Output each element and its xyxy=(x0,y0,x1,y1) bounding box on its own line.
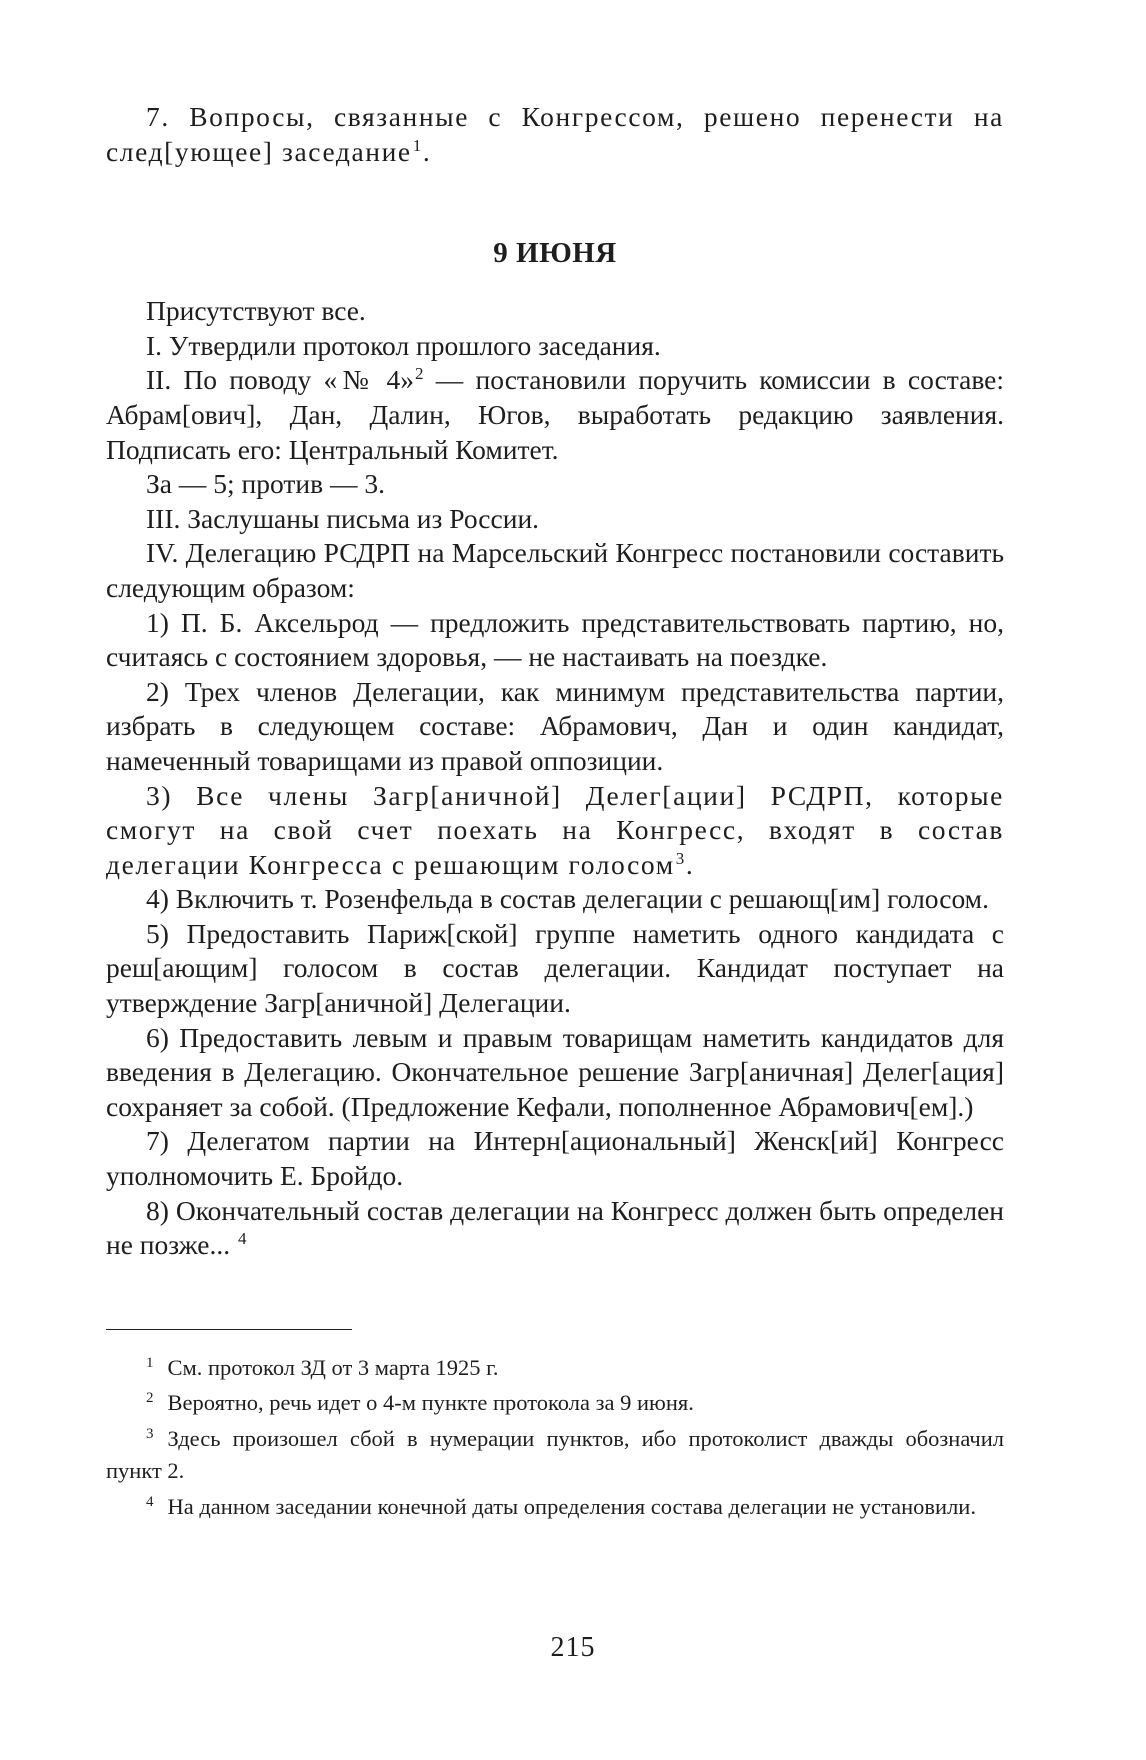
footnote-number: 4 xyxy=(146,1493,154,1510)
footnote-ref-2[interactable]: 2 xyxy=(415,364,424,384)
list-item-3-text: 3) Все члены Загр[аничной] Делег[ации] РСДРП, которые смогут на свой счет поехать на Конгресс, входят в состав делегации Конгресса с решающим голосом xyxy=(106,779,1004,880)
footnote-text: На данном заседании конечной даты определения состава делегации не установили. xyxy=(167,1493,976,1519)
footnote-text: Вероятно, речь идет о 4-м пункте протокола за 9 июня. xyxy=(167,1390,694,1416)
footnote-3 xyxy=(106,1423,1004,1488)
list-item-7: 7) Делегатом партии на Интерн[ациональный] Женск[ий] Конгресс уполномочить Е. Бройдо. xyxy=(106,1125,1004,1192)
intro-text: 7. Вопросы, связанные с Конгрессом, решено перенести на след[ующее] заседание xyxy=(106,101,1004,167)
paragraph-item-3: III. Заслушаны письма из России. xyxy=(146,502,540,534)
footnote-ref-3[interactable]: 3 xyxy=(675,848,686,868)
paragraph-item-4: IV. Делегацию РСДРП на Марсельский Конгресс постановили составить следующим образом: xyxy=(106,537,1004,603)
footnote-divider xyxy=(106,1329,352,1330)
footnote-2 xyxy=(106,1387,1004,1420)
paragraph-item-1: I. Утвердили протокол прошлого заседания. xyxy=(146,329,661,361)
paragraph-item-2-text-b: — постановили поручить комиссии в составе: Абрам[ович], Дан, Далин, Югов, выработать редакцию заявления. Подписать его: Центральный Комитет. xyxy=(106,364,1004,465)
list-item-5: 5) Предоставить Париж[ской] группе наметить одного кандидата с реш[ающим] голосом в состав делегации. Кандидат поступает на утверждение Загр[аничной] Делегации. xyxy=(106,917,1004,1019)
list-item-6: 6) Предоставить левым и правым товарищам наметить кандидатов для введения в Делегацию. Окончательное решение Загр[аничная] Делег[ация] сохраняет за собой. (Предложение Кефали, пополненное Абрамович[ем].) xyxy=(106,1021,1004,1122)
list-item-2: 2) Трех членов Делегации, как минимум представительства партии, избрать в следующем составе: Абрамович, Дан и один кандидат, намеченный товарищами из правой оппозиции. xyxy=(106,675,1004,776)
footnote-ref-4[interactable]: 4 xyxy=(237,1229,247,1249)
paragraph-item-2 xyxy=(106,363,1004,467)
footnote-ref-1[interactable]: 1 xyxy=(412,135,423,155)
list-item-8-text: 8) Окончательный состав делегации на Конгресс должен быть определен не позже... xyxy=(106,1194,1004,1261)
footnote-text: Здесь произошел сбой в нумерации пунктов, ибо протоколист дважды обозначил пункт 2. xyxy=(106,1425,1004,1484)
footnote-number: 1 xyxy=(146,1354,154,1371)
list-item-8 xyxy=(106,1194,1004,1263)
footnote-number: 3 xyxy=(146,1425,154,1442)
page-number: 215 xyxy=(550,1632,596,1663)
paragraph-attendance: Присутствуют все. xyxy=(146,295,366,327)
footnote-1 xyxy=(106,1352,1004,1385)
list-item-3-punct: . xyxy=(685,848,695,880)
footnote-text: См. протокол ЗД от 3 марта 1925 г. xyxy=(167,1354,499,1380)
list-item-3 xyxy=(106,779,1004,883)
paragraph-vote: За — 5; против — 3. xyxy=(146,468,385,500)
list-item-1: 1) П. Б. Аксельрод — предложить представительствовать партию, но, считаясь с состоянием здоровья, — не настаивать на поездке. xyxy=(106,606,1004,673)
paragraph-item-2-text-a: II. По поводу «№ 4» xyxy=(146,364,415,396)
footnote-number: 2 xyxy=(146,1390,154,1407)
intro-paragraph xyxy=(106,100,1004,169)
section-heading: 9 ИЮНЯ xyxy=(493,237,617,270)
list-item-4: 4) Включить т. Розенфельда в состав делегации с решающ[им] голосом. xyxy=(146,883,989,915)
footnote-4 xyxy=(106,1491,1004,1524)
intro-punct: . xyxy=(422,135,432,167)
page-content xyxy=(106,100,1004,1526)
